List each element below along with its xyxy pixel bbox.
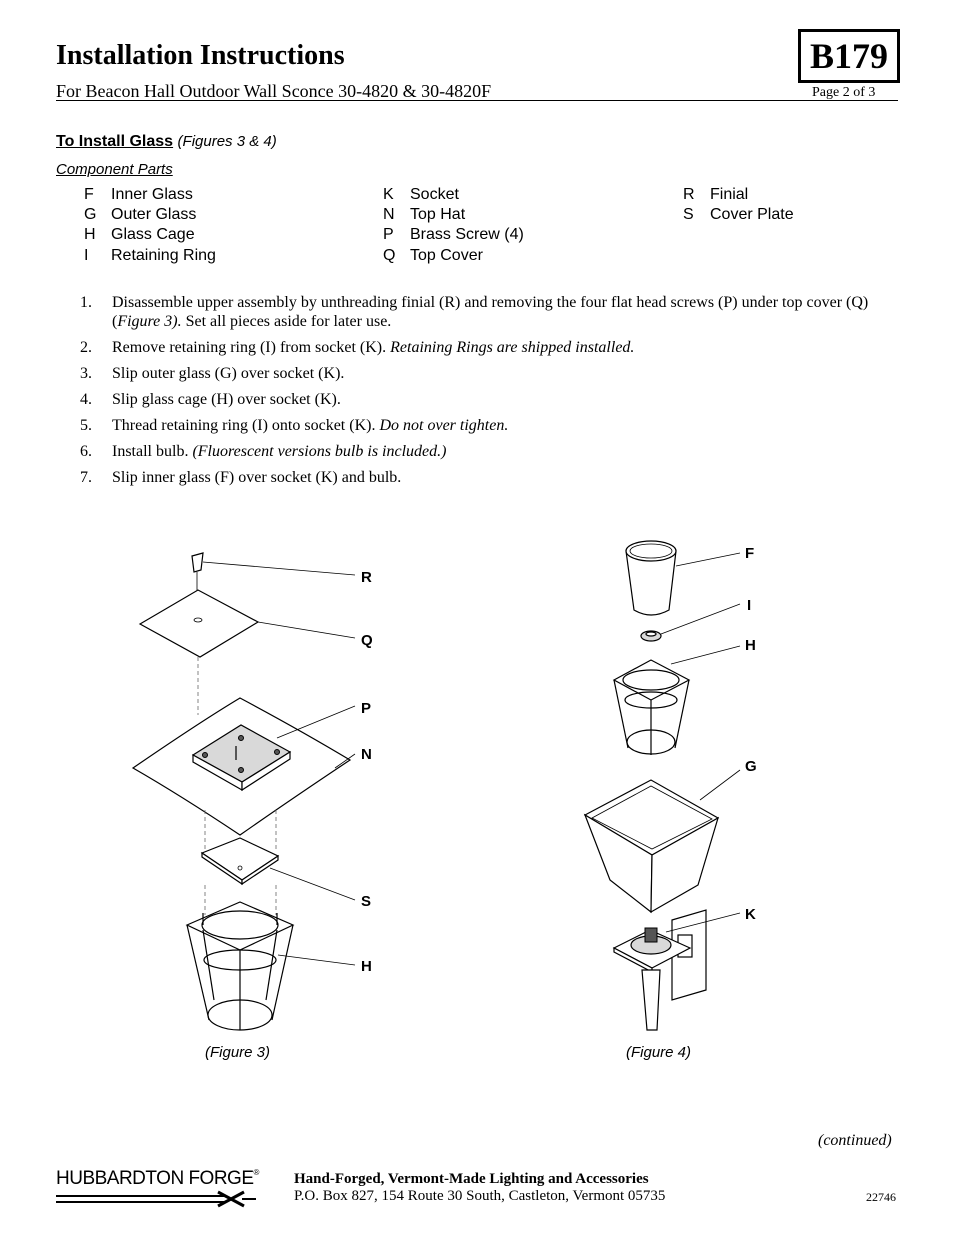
part-name: Glass Cage <box>111 226 195 243</box>
step-text: Slip glass cage (H) over socket (K). <box>112 391 341 408</box>
part-letter: Q <box>383 247 396 264</box>
logo-text: HUBBARDTON FORGE <box>56 1168 254 1189</box>
figure-4-label-i: I <box>747 597 752 614</box>
step-text: Slip inner glass (F) over socket (K) and bulb. <box>112 469 402 486</box>
part-name: Retaining Ring <box>111 247 216 264</box>
step-number: 5. <box>80 417 92 434</box>
step-text: Set all pieces aside for later use. <box>181 313 392 330</box>
step-number: 3. <box>80 365 92 382</box>
part-name: Inner Glass <box>111 186 193 203</box>
figure-3-label-p: P <box>361 700 372 717</box>
step-number: 1. <box>80 294 92 311</box>
part-letter: K <box>383 186 394 203</box>
part-letter: G <box>84 206 97 223</box>
part-letter: S <box>683 206 694 223</box>
part-name: Cover Plate <box>710 206 794 223</box>
step-text-italic: (Fluorescent versions bulb is included.) <box>192 443 447 460</box>
figure-3-label-r: R <box>361 569 372 586</box>
figure-3-label-h: H <box>361 958 372 975</box>
part-name: Top Cover <box>410 247 483 264</box>
part-letter: R <box>683 186 695 203</box>
page-number: Page 2 of 3 <box>812 85 876 100</box>
part-letter: H <box>84 226 96 243</box>
part-letter: I <box>84 247 89 264</box>
figure-4-label-f: F <box>745 545 755 562</box>
part-name: Brass Screw (4) <box>410 226 524 243</box>
footer-tagline: Hand-Forged, Vermont-Made Lighting and Accessories <box>294 1171 649 1187</box>
section-figures-ref: (Figures 3 & 4) <box>177 133 277 150</box>
step-number: 4. <box>80 391 92 408</box>
page-title: Installation Instructions <box>56 40 345 71</box>
part-name: Top Hat <box>410 206 466 223</box>
step-text: Remove retaining ring (I) from socket (K). <box>112 339 391 356</box>
footer-address: P.O. Box 827, 154 Route 30 South, Castleton, Vermont 05735 <box>294 1188 666 1204</box>
step-text-italic: Retaining Rings are shipped installed. <box>390 339 635 356</box>
step-text: Install bulb. <box>112 443 193 460</box>
part-letter: N <box>383 206 395 223</box>
page-subtitle: For Beacon Hall Outdoor Wall Sconce 30-4820 & 30-4820F <box>56 81 492 101</box>
hubbardton-forge-logo <box>56 1168 259 1190</box>
figure-3-caption: (Figure 3) <box>205 1044 271 1061</box>
document-code-box: B179 <box>798 29 900 83</box>
part-name: Finial <box>710 186 749 203</box>
section-heading-text: To Install Glass <box>56 133 174 150</box>
step-number: 2. <box>80 339 92 356</box>
figure-4-label-h: H <box>745 637 756 654</box>
part-letter: F <box>84 186 94 203</box>
step-text: Thread retaining ring (I) onto socket (K). <box>112 417 380 434</box>
part-letter: P <box>383 226 394 243</box>
continued-note: (continued) <box>818 1132 892 1149</box>
component-parts-label: Component Parts <box>56 161 173 178</box>
step-text: Slip outer glass (G) over socket (K). <box>112 365 345 382</box>
step-text-italic: Do not over tighten. <box>379 417 509 434</box>
figure-4-caption: (Figure 4) <box>626 1044 692 1061</box>
figure-3-label-q: Q <box>361 632 373 649</box>
step-text-italic: Figure 3). <box>117 313 182 330</box>
logo-underline-mark-icon <box>56 1192 256 1206</box>
registered-mark: ® <box>253 1168 260 1177</box>
figure-3-label-s: S <box>361 893 372 910</box>
figure-3-label-n: N <box>361 746 372 763</box>
figure-4-label-k: K <box>745 906 756 923</box>
step-number: 6. <box>80 443 92 460</box>
figure-4-label-g: G <box>745 758 757 775</box>
step-number: 7. <box>80 469 92 486</box>
footer-document-number: 22746 <box>866 1190 896 1204</box>
step-text: Disassemble upper assembly by unthreading finial (R) and removing the four flat head screws (P) under top cover (Q) ( <box>112 294 869 330</box>
part-name: Outer Glass <box>111 206 197 223</box>
part-name: Socket <box>410 186 459 203</box>
